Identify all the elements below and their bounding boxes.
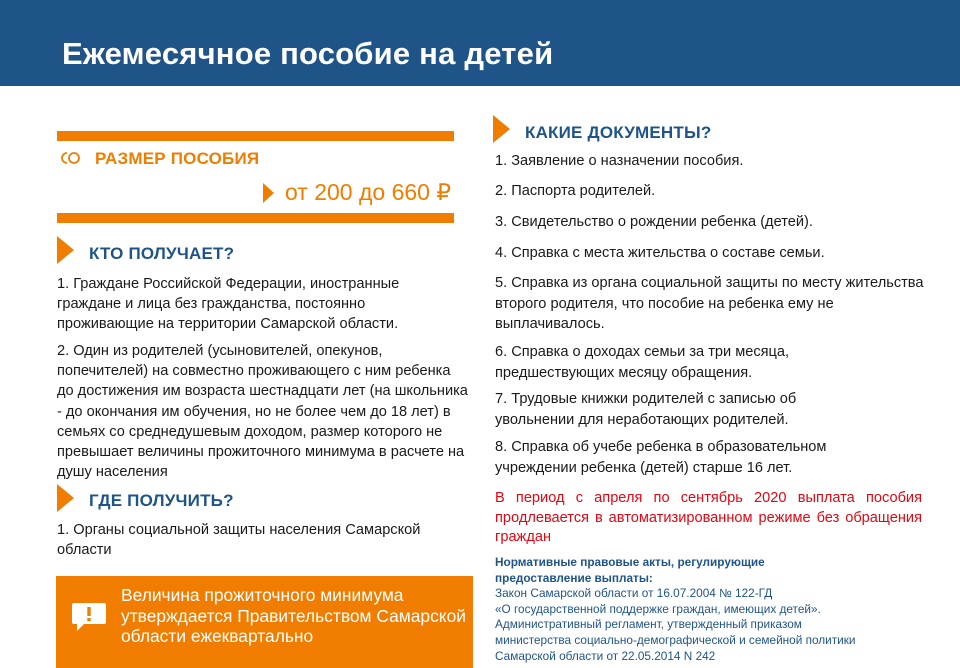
exclamation-speech-bubble-icon	[71, 602, 107, 632]
legal-line-1: Закон Самарской области от 16.07.2004 № 122-ГД	[495, 586, 773, 601]
amount-bottom-bar	[57, 213, 454, 223]
amount-value: от 200 до 660 ₽	[285, 179, 451, 205]
legal-line-2: «О государственной поддержке граждан, имеющих детей».	[495, 601, 821, 616]
legal-title-line-1: Нормативные правовые акты, регулирующие	[495, 555, 765, 569]
document-item-6: 6. Справка о доходах семьи за три месяца, предшествующих месяцу обращения.	[495, 344, 790, 381]
amount-title: РАЗМЕР ПОСОБИЯ	[95, 149, 260, 168]
document-item-2: 2. Паспорта родителей.	[495, 183, 656, 199]
document-item-7: 7. Трудовые книжки родителей с записью об увольнении для неработающих родителей.	[495, 391, 797, 428]
notice-box	[56, 576, 473, 668]
document-item-8: 8. Справка об учебе ребенка в образовательном учреждении ребенка (детей) старше 16 лет.	[495, 439, 827, 476]
document-item-3: 3. Свидетельство о рождении ребенка (детей).	[495, 214, 813, 230]
where-item-1: 1. Органы социальной защиты населения Самарской области	[57, 522, 421, 559]
ring-icon	[61, 151, 81, 165]
where-arrow-icon	[57, 484, 74, 512]
notice-text: Величина прожиточного минимума утверждается Правительством Самарской области ежеквартально	[121, 585, 466, 646]
legal-line-5: Самарской области от 22.05.2014 N 242	[495, 648, 716, 663]
legal-acts	[495, 555, 935, 664]
documents-title: КАКИЕ ДОКУМЕНТЫ?	[525, 123, 712, 142]
legal-line-4: министерства социально-демографической и семейной политики	[495, 632, 856, 647]
documents-arrow-icon	[493, 115, 510, 143]
amount-top-bar	[57, 131, 454, 141]
who-arrow-icon	[57, 236, 74, 264]
document-item-4: 4. Справка с места жительства о составе семьи.	[495, 245, 825, 261]
amount-arrow-icon	[263, 183, 274, 203]
document-item-5: 5. Справка из органа социальной защиты по месту жительства второго родителя, что пособие на ребенка ему не выплачивалось.	[495, 275, 924, 332]
header-banner	[0, 0, 960, 86]
where-title: ГДЕ ПОЛУЧИТЬ?	[89, 491, 234, 510]
who-title: КТО ПОЛУЧАЕТ?	[89, 244, 235, 263]
page-title: Ежемесячное пособие на детей	[62, 36, 554, 71]
who-item-2: 2. Один из родителей (усыновителей, опекунов, попечителей) на совместно проживающего с ним ребенка до достижения им возраста шестнадцати лет (на школьника - до окончания им обучения, но не более чем до 18 лет) в семьях со среднедушевым доходом, размер которого не превышает величины прожиточного минимума в расчете на душу населения	[57, 343, 468, 481]
legal-title-line-2: предоставление выплаты:	[495, 570, 653, 585]
legal-line-3: Административный регламент, утвержденный приказом	[495, 617, 802, 632]
who-item-1: 1. Граждане Российской Федерации, иностранные граждане и лица без гражданства, постоянно проживающие на территории Самарской области.	[57, 276, 400, 333]
document-item-1: 1. Заявление о назначении пособия.	[495, 153, 744, 169]
extension-note: В период с апреля по сентябрь 2020 выплата пособия продлевается в автоматизированном режиме без обращения граждан	[495, 490, 922, 545]
